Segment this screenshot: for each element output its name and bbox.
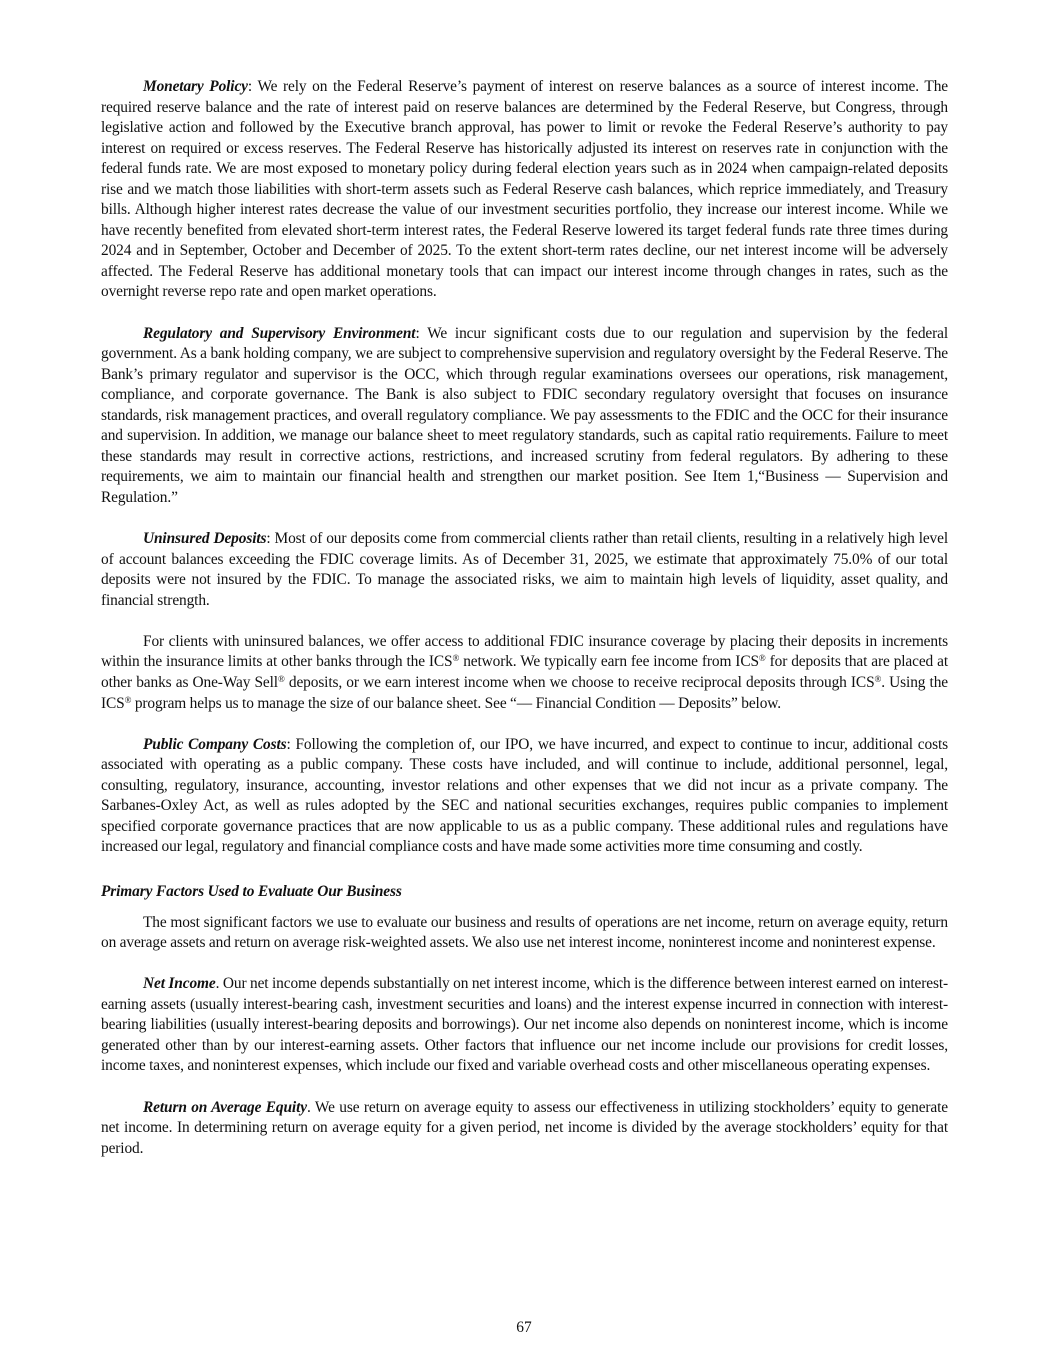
paragraph-uninsured-deposits (101, 529, 948, 611)
registered-mark: ® (277, 674, 285, 684)
paragraph-net-income (101, 974, 948, 1077)
paragraph-lead: Uninsured Deposits (143, 530, 267, 548)
paragraph-lead-punct: : (415, 324, 420, 342)
section-heading: Primary Factors Used to Evaluate Our Business (101, 882, 402, 900)
paragraph-lead: Net Income (143, 975, 216, 993)
paragraph-text: For clients with uninsured balances, we offer access to additional FDIC insurance coverage by placing their deposits in increments within the insurance limits at other banks through the ICS (101, 632, 948, 671)
paragraph-ics-coverage (101, 632, 948, 714)
paragraph-lead: Public Company Costs (143, 735, 287, 753)
paragraph-text: for deposits that are placed at other banks as One-Way Sell (101, 653, 948, 691)
paragraph-public-company-costs (101, 735, 948, 858)
paragraph-lead-punct: . (215, 975, 220, 993)
paragraph-text: Following the completion of, our IPO, we have incurred, and expect to continue to incur, additional costs associated with operating as a public company. These costs have included, and will continue to include, additional personnel, legal, consulting, regulatory, insurance, accounting, investor relations and other expenses that we did not incur as a private company. The Sarbanes-Oxley Act, as well as rules adopted by the SEC and national securities exchanges, requires public companies to implement specified corporate governance practices that are now applicable to us as a public company. These additional rules and regulations have increased our legal, regulatory and financial compliance costs and have made some activities more time consuming and costly. (101, 735, 948, 856)
registered-mark: ® (758, 653, 766, 664)
page-number: 67 (516, 1319, 532, 1336)
paragraph-return-on-average-equity (101, 1098, 948, 1160)
paragraph-lead-punct: : (286, 735, 291, 753)
paragraph-factors-intro: The most significant factors we use to evaluate our business and results of operations are net income, return on average equity, return on average assets and return on average risk-weighted assets. We also use net interest income, noninterest income and noninterest expense. (101, 913, 948, 952)
paragraph-lead-punct: : (266, 530, 271, 548)
paragraph-text: network. We typically earn fee income from ICS (459, 653, 759, 671)
paragraph-text: Most of our deposits come from commercial clients rather than retail clients, resulting in a relatively high level of account balances exceeding the FDIC coverage limits. As of December 31, 2025, we estimate that approximately 75.0% of our total deposits were not insured by the FDIC. To manage the associated risks, we aim to maintain high levels of liquidity, asset quality, and financial strength. (101, 530, 948, 609)
paragraph-lead: Return on Average Equity (143, 1098, 307, 1116)
paragraph-lead: Regulatory and Supervisory Environment (143, 324, 416, 342)
registered-mark: ® (124, 694, 132, 705)
registered-mark: ® (452, 653, 460, 664)
paragraph-monetary-policy (101, 77, 948, 303)
paragraph-lead: Monetary Policy (143, 78, 248, 95)
paragraph-text: deposits, or we earn interest income when we choose to receive reciprocal deposits through ICS (284, 674, 875, 691)
document-page (101, 77, 948, 1159)
paragraph-lead-punct: : (247, 78, 253, 95)
paragraph-text: . Using the ICS (101, 674, 949, 712)
registered-mark: ® (874, 674, 882, 684)
paragraph-regulatory-environment (101, 324, 948, 509)
paragraph-text: We incur significant costs due to our regulation and supervision by the federal government. As a bank holding company, we are subject to comprehensive supervision and regulatory oversight by the Federal Reserve. The Bank’s primary regulator and supervisor is the OCC, which through regular examinations oversees our operations, risk management, compliance, and corporate governance. The Bank is also subject to FDIC secondary regulatory oversight that focuses on insurance standards, risk management practices, and overall regulatory compliance. We pay assessments to the FDIC and the OCC for their insurance and supervision. In addition, we manage our balance sheet to meet regulatory standards, such as capital ratio requirements. Failure to meet these standards may result in corrective actions, restrictions, and increased scrutiny from federal regulators. By adhering to these requirements, we aim to maintain our financial health and strengthen our market position. See Item 1,“Business — Supervision and Regulation.” (101, 324, 948, 506)
paragraph-text: We use return on average equity to assess our effectiveness in utilizing stockholders’ equity to generate net income. In determining return on average equity for a given period, net income is divided by the average stockholders’ equity for that period. (101, 1098, 948, 1157)
paragraph-text: program helps us to manage the size of our balance sheet. See “— Financial Condition — Deposits” below. (131, 694, 781, 712)
paragraph-text: We rely on the Federal Reserve’s payment of interest on reserve balances as a source of interest income. The required reserve balance and the rate of interest paid on reserve balances are determined by the Federal Reserve, but Congress, through legislative action and followed by the Executive branch approval, has power to limit or revoke the Federal Reserve’s authority to pay interest on required or excess reserves. The Federal Reserve has historically adjusted its interest on reserves rate in conjunction with the federal funds rate. We are most exposed to monetary policy during federal election years such as in 2024 when campaign-related deposits rise and we match those liabilities with short-term assets such as Federal Reserve cash balances, which reprice immediately, and Treasury bills. Although higher interest rates decrease the value of our investment securities portfolio, they increase our interest income. While we have recently benefited from elevated short-term interest rates, the Federal Reserve lowered its target federal funds rate three times during 2024 and in September, October and December of 2025. To the extent short-term rates decline, our net interest income will be adversely affected. The Federal Reserve has additional monetary tools that can impact our interest income through changes in rates, such as the overnight reverse repo rate and open market operations. (101, 78, 948, 301)
paragraph-lead-punct: . (306, 1098, 311, 1116)
paragraph-text: Our net income depends substantially on net interest income, which is the difference between interest earned on interest-earning assets (usually interest-bearing cash, investment securities and loans) and the interest expense incurred in connection with interest-bearing liabilities (usually interest-bearing deposits and borrowings). Our net income also depends on noninterest income, which is income generated other than by our interest-earning assets. Other factors that influence our net income include our provisions for credit losses, income taxes, and noninterest expenses, which include our fixed and variable overhead costs and other miscellaneous operating expenses. (101, 975, 948, 1075)
